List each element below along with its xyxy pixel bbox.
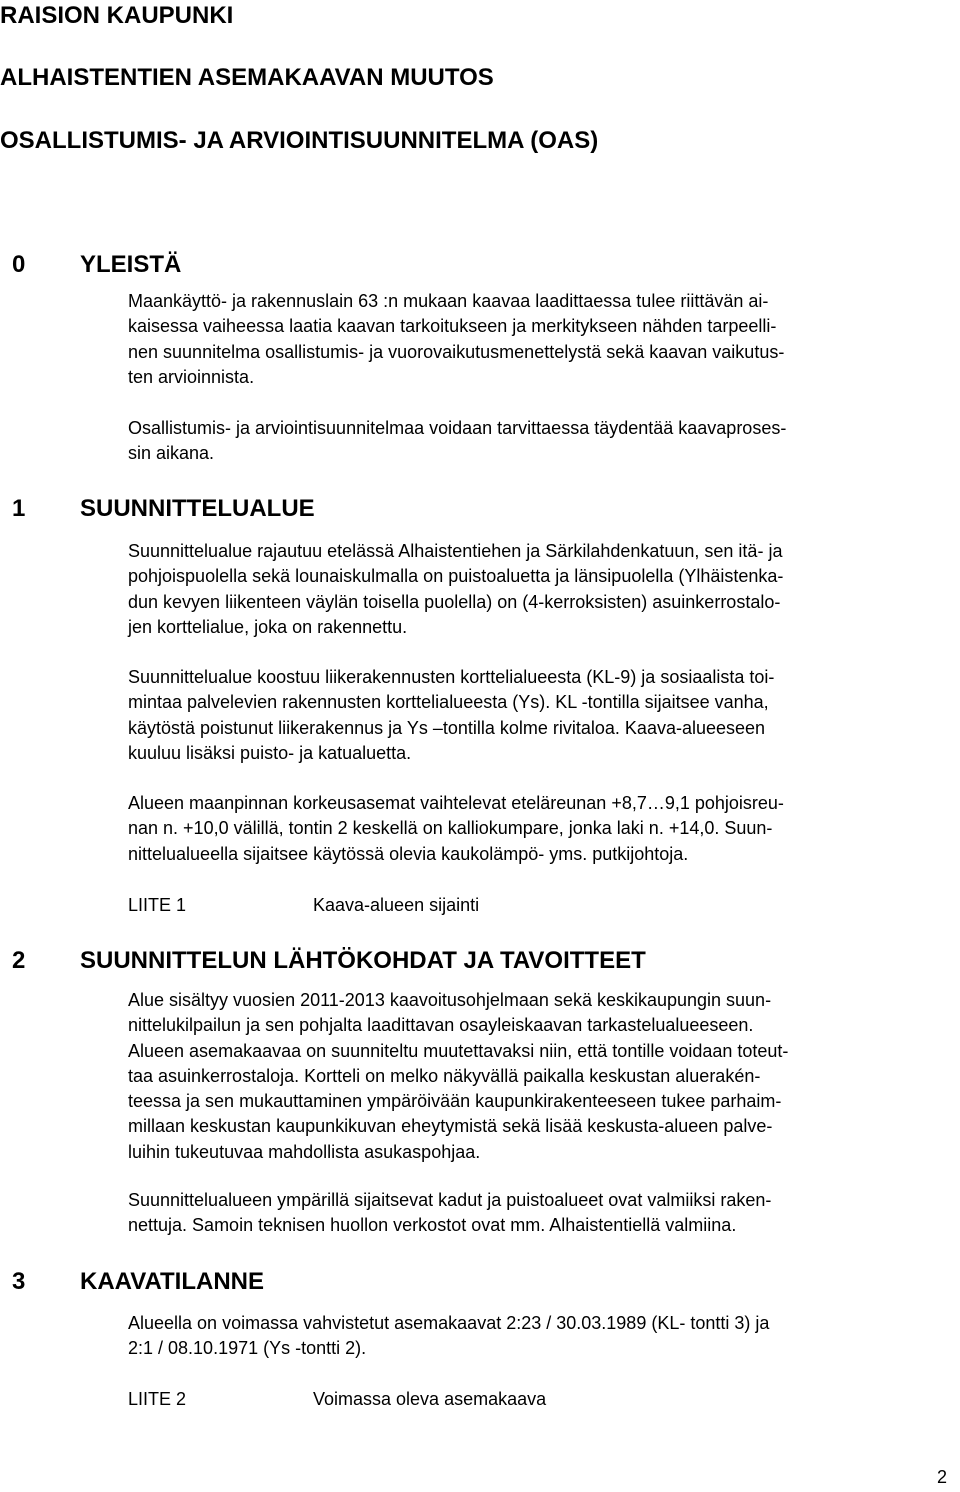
attachment-2-label: LIITE 2 [128,1389,187,1409]
section-1-number: 1 [12,495,26,522]
section-1-paragraph-2: Suunnittelualue koostuu liikerakennusten korttelialueesta (KL-9) ja sosiaalista toi- mintaa palvelevien rakennusten korttelialueesta (Ys). KL -tontilla sijaitsee vanha, käytöstä poistunut liikerakennus ja Ys –tontilla kolme rivitaloa. Kaava-alueeseen kuuluu lisäksi puisto- ja katualuetta. [128,667,775,763]
city-title: RAISION KAUPUNKI [0,2,234,29]
section-1-title: SUUNNITTELUALUE [80,495,315,522]
section-0-title: YLEISTÄ [80,251,182,278]
attachment-1-description: Kaava-alueen sijainti [313,895,480,915]
section-2-number: 2 [12,947,26,974]
section-3-number: 3 [12,1268,26,1295]
section-2-paragraph-1: Alue sisältyy vuosien 2011-2013 kaavoitusohjelmaan sekä keskikaupungin suun- nittelukilpailun ja sen pohjalta laadittavan osayleiskaavan tarkastelualueeseen. Alueen asemakaavaa on suunniteltu muutettavaksi niin, että tontille voidaan toteut- taa asuinkerrostaloja. Kortteli on melko näkyvällä paikalla keskustan aluerakén- teessa ja sen mukauttaminen ympäröivään kaupunkirakenteeseen tukee parhaim- millaan keskustan kaupunkikuvan eheytymistä sekä lisää keskusta-alueen palve- luihin tukeutuvaa mahdollista asukaspohjaa. [128,990,789,1162]
section-3-paragraph-1: Alueella on voimassa vahvistetut asemakaavat 2:23 / 30.03.1989 (KL- tontti 3) ja 2:1 / 08.10.1971 (Ys -tontti 2). [128,1313,770,1359]
section-1-paragraph-1: Suunnittelualue rajautuu etelässä Alhaistentiehen ja Särkilahdenkatuun, sen itä- ja pohjoispuolella sekä lounaiskulmalla on puistoaluetta ja länsipuolella (Ylhäistenka- dun kevyen liikenteen väylän toisella puolella) on (4-kerroksisten) asuinkerrostalo- jen korttelialue, joka on rakennettu. [128,541,784,637]
section-0-paragraph-2: Osallistumis- ja arviointisuunnitelmaa voidaan tarvittaessa täydentää kaavaproses- sin aikana. [128,418,787,464]
section-2-paragraph-2: Suunnittelualueen ympärillä sijaitsevat kadut ja puistoalueet ovat valmiiksi raken- nettuja. Samoin teknisen huollon verkostot ovat mm. Alhaistentiellä valmiina. [128,1190,772,1236]
attachment-1-label: LIITE 1 [128,895,187,915]
document-title: OSALLISTUMIS- JA ARVIOINTISUUNNITELMA (OAS) [0,127,599,154]
section-2-title: SUUNNITTELUN LÄHTÖKOHDAT JA TAVOITTEET [80,947,646,974]
section-0-number: 0 [12,251,26,278]
section-3-title: KAAVATILANNE [80,1268,264,1295]
section-1-paragraph-3: Alueen maanpinnan korkeusasemat vaihtelevat eteläreunan +8,7…9,1 pohjoisreu- nan n. +10,0 välillä, tontin 2 keskellä on kalliokumpare, jonka laki n. +14,0. Suun- nittelualueella sijaitsee käytössä olevia kaukolämpö- yms. putkijohtoja. [128,793,784,864]
page-number: 2 [937,1467,948,1487]
attachment-2-description: Voimassa oleva asemakaava [313,1389,547,1409]
section-0-paragraph-1: Maankäyttö- ja rakennuslain 63 :n mukaan kaavaa laadittaessa tulee riittävän ai- kaisessa vaiheessa laatia kaavan tarkoitukseen ja merkitykseen nähden tarpeelli- nen suunnitelma osallistumis- ja vuorovaikutusmenettelystä sekä kaavan vaikutus- ten arvioinnista. [128,291,785,387]
plan-title: ALHAISTENTIEN ASEMAKAAVAN MUUTOS [0,64,494,91]
